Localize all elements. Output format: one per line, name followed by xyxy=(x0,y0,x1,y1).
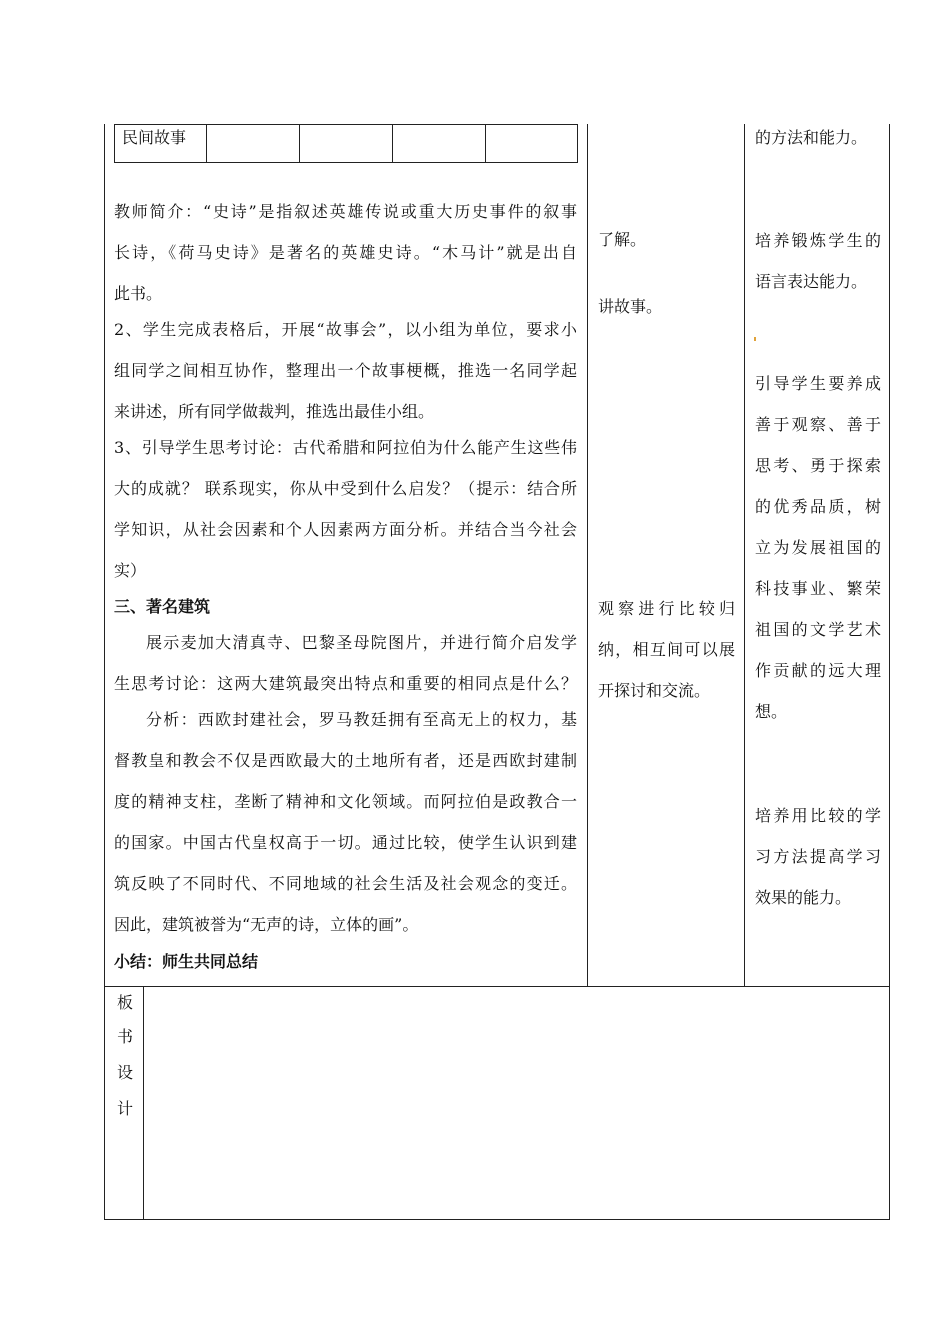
analysis-line-6: 因此，建筑被誉为“无声的诗，立体的画”。 xyxy=(114,915,419,934)
intent-guide-line-3: 思考、勇于探索 xyxy=(755,456,881,475)
outer-right-border xyxy=(889,124,890,1220)
intent-method-line: 的方法和能力。 xyxy=(755,128,868,147)
student-observe-line-2: 纳，相互间可以展 xyxy=(598,640,735,659)
board-design-content-area xyxy=(150,992,880,1212)
column-divider-intent xyxy=(744,124,745,987)
analysis-line-1: 分析：西欧封建社会，罗马教廷拥有至高无上的权力，基 xyxy=(146,710,577,729)
board-label-divider xyxy=(143,986,144,1220)
board-label-char-3: 设 xyxy=(116,1063,133,1082)
intent-compare-line-1: 培养用比较的学 xyxy=(755,806,881,825)
student-observe-line-3: 开探讨和交流。 xyxy=(598,681,711,700)
row-divider-board xyxy=(104,986,890,987)
scan-speck xyxy=(754,337,756,341)
intent-guide-line-7: 祖国的文学艺术 xyxy=(755,620,881,639)
intent-guide-line-2: 善于观察、善于 xyxy=(755,415,881,434)
teacher-intro-line-1: 教师简介：“史诗”是指叙述英雄传说或重大历史事件的叙事 xyxy=(114,202,577,221)
inner-table-row-label: 民间故事 xyxy=(122,128,187,147)
student-observe-line-1: 观察进行比较归 xyxy=(598,599,735,618)
intent-language-line-1: 培养锻炼学生的 xyxy=(755,231,881,250)
teacher-intro-line-2: 长诗，《荷马史诗》是著名的英雄史诗。“木马计”就是出自 xyxy=(114,243,577,262)
item2-line-1: 2、学生完成表格后，开展“故事会”，以小组为单位，要求小 xyxy=(114,320,577,339)
inner-table-col-4 xyxy=(485,124,486,163)
section3-line-1: 展示麦加大清真寺、巴黎圣母院图片，并进行简介启发学 xyxy=(146,633,577,652)
column-divider-student xyxy=(587,124,588,987)
item2-line-2: 组同学之间相互协作，整理出一个故事梗概，推选一名同学起 xyxy=(114,361,577,380)
inner-table-right xyxy=(577,124,578,163)
intent-compare-line-2: 习方法提高学习 xyxy=(755,847,881,866)
section3-heading: 三、著名建筑 xyxy=(114,597,211,616)
summary-line: 小结：师生共同总结 xyxy=(114,952,259,971)
board-label-char-4: 计 xyxy=(116,1099,133,1118)
inner-table-col-1 xyxy=(206,124,207,163)
intent-guide-line-5: 立为发展祖国的 xyxy=(755,538,881,557)
board-label-char-1: 板 xyxy=(116,993,133,1012)
item3-line-4: 实） xyxy=(114,561,147,580)
inner-table-top xyxy=(114,124,578,125)
student-understand: 了解。 xyxy=(598,230,647,249)
item3-line-2: 大的成就？ 联系现实，你从中受到什么启发？（提示：结合所 xyxy=(114,479,577,498)
outer-bottom-border xyxy=(104,1219,890,1220)
student-tell-story: 讲故事。 xyxy=(598,297,663,316)
intent-language-line-2: 语言表达能力。 xyxy=(755,272,868,291)
intent-guide-line-6: 科技事业、繁荣 xyxy=(755,579,881,598)
analysis-line-5: 筑反映了不同时代、不同地域的社会生活及社会观念的变迁。 xyxy=(114,874,577,893)
inner-table-col-3 xyxy=(392,124,393,163)
item3-line-3: 学知识，从社会因素和个人因素两方面分析。并结合当今社会 xyxy=(114,520,577,539)
analysis-line-4: 的国家。中国古代皇权高于一切。通过比较，使学生认识到建 xyxy=(114,833,577,852)
section3-line-2: 生思考讨论：这两大建筑最突出特点和重要的相同点是什么？ xyxy=(114,674,577,693)
intent-guide-line-4: 的优秀品质，树 xyxy=(755,497,881,516)
analysis-line-2: 督教皇和教会不仅是西欧最大的土地所有者，还是西欧封建制 xyxy=(114,751,577,770)
inner-table-bottom xyxy=(114,162,578,163)
analysis-line-3: 度的精神支柱，垄断了精神和文化领域。而阿拉伯是政教合一 xyxy=(114,792,577,811)
item3-line-1: 3、引导学生思考讨论：古代希腊和阿拉伯为什么能产生这些伟 xyxy=(114,438,577,457)
item2-line-3: 来讲述，所有同学做裁判，推选出最佳小组。 xyxy=(114,402,435,421)
inner-table-left xyxy=(114,124,115,163)
intent-compare-line-3: 效果的能力。 xyxy=(755,888,852,907)
teacher-intro-line-3: 此书。 xyxy=(114,284,163,303)
board-label-char-2: 书 xyxy=(116,1027,133,1046)
intent-guide-line-9: 想。 xyxy=(755,702,788,721)
intent-guide-line-1: 引导学生要养成 xyxy=(755,374,881,393)
inner-table-col-2 xyxy=(299,124,300,163)
intent-guide-line-8: 作贡献的远大理 xyxy=(755,661,881,680)
outer-left-border xyxy=(104,124,105,1220)
